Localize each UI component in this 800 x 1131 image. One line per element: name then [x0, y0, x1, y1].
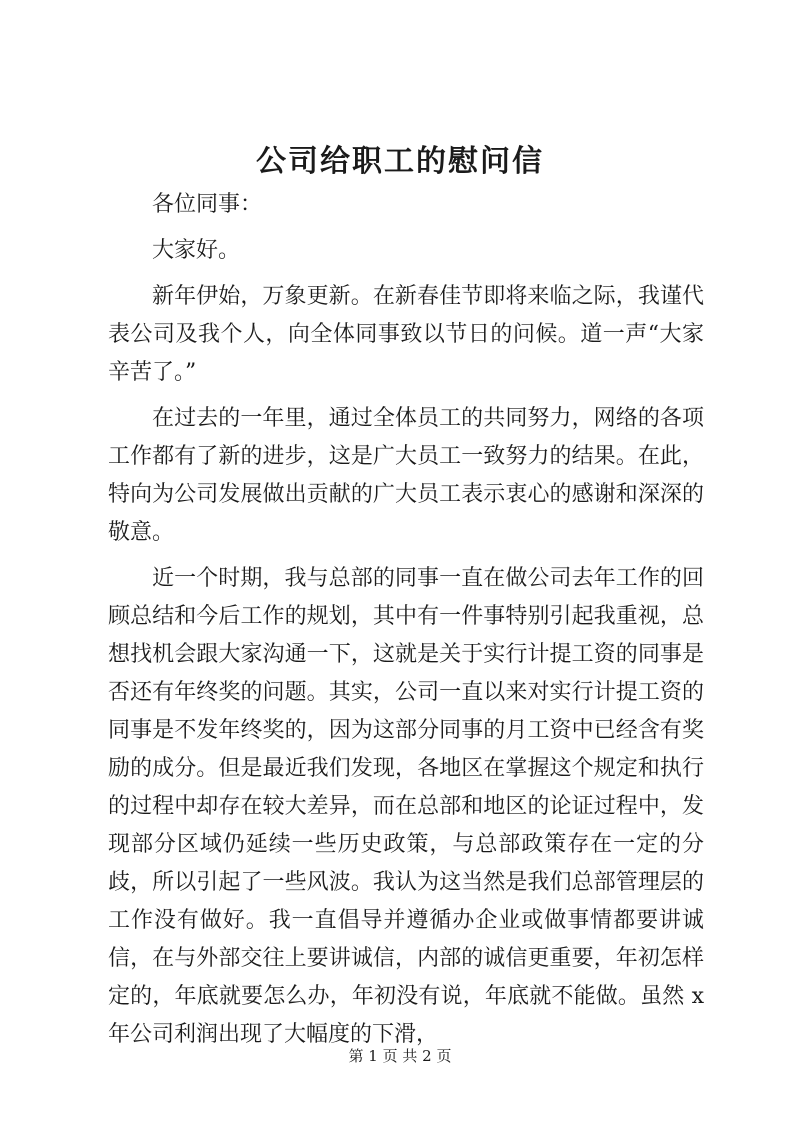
greeting: 大家好。: [152, 238, 241, 263]
page-footer: 第 1 页 共 2 页: [348, 1047, 452, 1065]
paragraph-bonus-issue: 近一个时期，我与总部的同事一直在做公司去年工作的回顾总结和今后工作的规划，其中有一件事特别引起我重视，总想找机会跟大家沟通一下，这就是关于实行计提工资的同事是否还有年终奖的问题。其实，公司一直以来对实行计提工资的同事是不发年终奖的，因为这部分同事的月工资中已经含有奖励的成分。但是最近我们发现，各地区在掌握这个规定和执行的过程中却存在较大差异，而在总部和地区的论证过程中，发现部分区域仍延续一些历史政策，与总部政策存在一定的分歧，所以引起了一些风波。我认为这当然是我们总部管理层的工作没有做好。我一直倡导并遵循办企业或做事情都要讲诚信，在与外部交往上要讲诚信，内部的诚信更重要，年初怎样定的，年底就要怎么办，年初没有说，年底就不能做。虽然 x 年公司利润出现了大幅度的下滑，: [108, 566, 704, 1047]
paragraph-past-year: 在过去的一年里，通过全体员工的共同努力，网络的各项工作都有了新的进步，这是广大员工一致努力的结果。在此，特向为公司发展做出贡献的广大员工表示衷心的感谢和深深的敬意。: [108, 406, 704, 545]
paragraph-new-year: 新年伊始，万象更新。在新春佳节即将来临之际，我谨代表公司及我个人，向全体同事致以节日的问候。道一声“大家辛苦了。”: [108, 284, 704, 385]
letter-body: [108, 186, 704, 1062]
salutation: 各位同事：: [152, 192, 263, 217]
document-title: 公司给职工的慰问信: [256, 144, 544, 179]
